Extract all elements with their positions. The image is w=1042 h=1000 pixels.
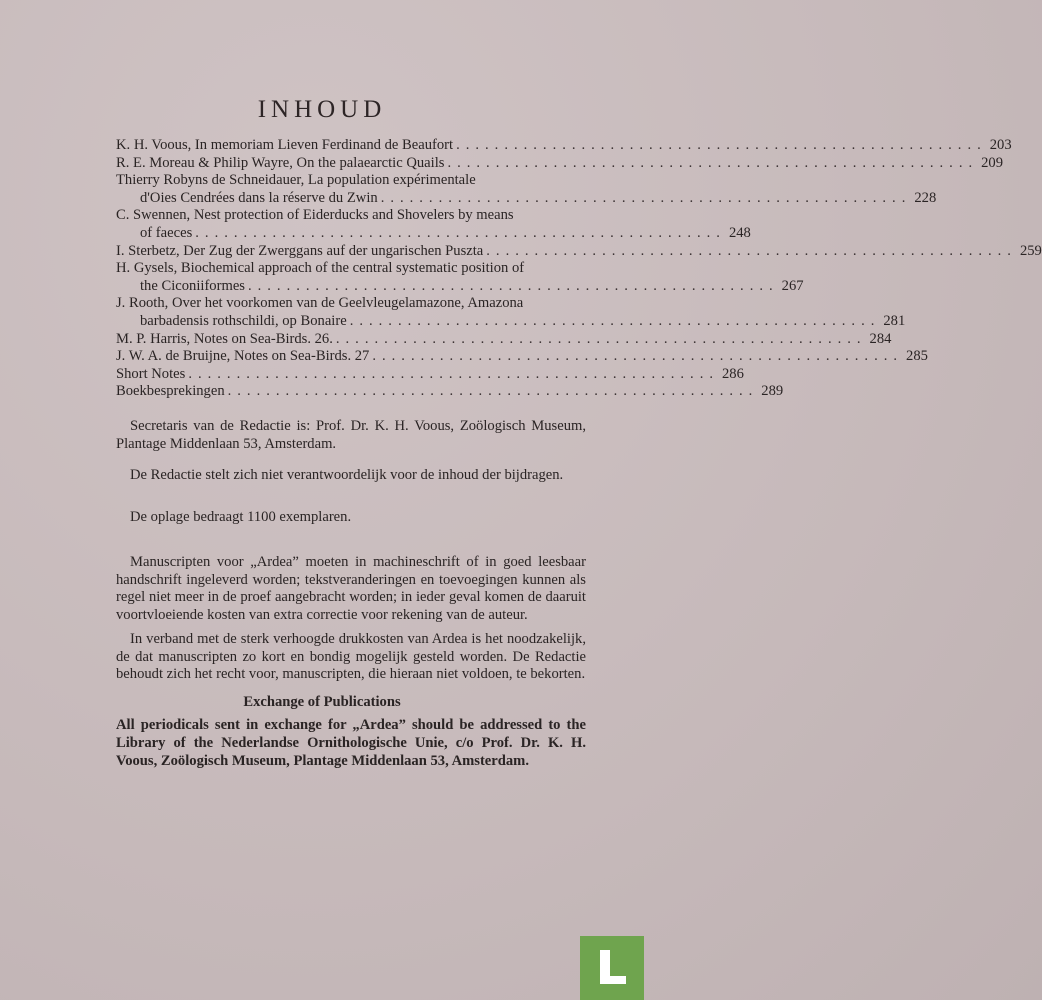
exchange-text: All periodicals sent in exchange for „Ardea” should be addressed to the Library of the Nederlandse Ornithologische Unie, c/o Prof. Dr. K. H. Voous, Zoölogisch Museum, Plantage Middenlaan 53, Amsterdam. [116, 717, 586, 769]
toc-page: 289 [761, 383, 784, 400]
dot-leader: ....................................................... [335, 330, 867, 347]
toc-line [116, 277, 804, 296]
dot-leader: ....................................................... [349, 312, 881, 329]
dot-leader: ....................................................... [380, 189, 912, 206]
toc-line [116, 365, 744, 384]
dot-leader: ....................................................... [456, 137, 987, 153]
toc-entry: R. E. Moreau & Philip Wayre, On the palaearctic Quails [116, 154, 445, 171]
toc-line [116, 348, 928, 366]
logo-letter-foot [600, 976, 626, 984]
toc-page: 281 [883, 312, 906, 329]
toc-entry: Thierry Robyns de Schneidauer, La population expérimentale [116, 172, 476, 189]
toc-line [116, 137, 1012, 155]
table-of-contents [116, 137, 1042, 401]
toc-page: 209 [981, 154, 1004, 171]
toc-line [116, 260, 586, 278]
page-title: INHOUD [257, 96, 387, 123]
costs-text: In verband met de sterk verhoogde drukkosten van Ardea is het noodzakelijk, de dat manuscripten zo kort en bondig mogelijk gesteld worden. De Redactie behoudt zich het recht voor, manuscripten, die hieraan niet voldoen, te bekorten. [116, 631, 586, 683]
manuscripts-text: Manuscripten voor „Ardea” moeten in machineschrift of in goed leesbaar handschrift ingeleverd worden; tekstveranderingen en toevoegingen kunnen als regel niet meer in de proef aangebracht worden; in ieder geval komen de daaruit voortvloeiende kosten van extra correctie voor rekening van de auteur. [116, 554, 586, 623]
toc-page: 248 [728, 224, 751, 241]
print-run-paragraph [116, 509, 586, 527]
dot-leader: ....................................................... [195, 224, 726, 241]
toc-line [116, 330, 892, 349]
toc-entry: d'Oies Cendrées dans la réserve du Zwin [140, 189, 378, 206]
toc-line [116, 312, 906, 331]
dot-leader: ....................................................... [227, 383, 759, 400]
toc-entry: Short Notes [116, 365, 186, 382]
publisher-logo [580, 936, 644, 1000]
costs-paragraph [116, 631, 586, 684]
toc-line [116, 207, 586, 225]
toc-page: 285 [906, 348, 928, 365]
secretary-paragraph [116, 418, 586, 453]
toc-entry: J. Rooth, Over het voorkomen van de Geelvleugelamazone, Amazona [116, 295, 524, 312]
secretary-text: Secretaris van de Redactie is: Prof. Dr. K. H. Voous, Zoölogisch Museum, Plantage Middenlaan 53, Amsterdam. [116, 418, 586, 452]
print-run-text: De oplage bedraagt 1100 exemplaren. [130, 509, 352, 525]
toc-page: 203 [989, 137, 1012, 153]
dot-leader: ....................................................... [447, 154, 979, 171]
dot-leader: ....................................................... [247, 277, 779, 294]
toc-entry: of faeces [140, 224, 193, 241]
toc-entry: M. P. Harris, Notes on Sea-Birds. 26. [116, 330, 333, 347]
toc-page: 267 [781, 277, 804, 294]
toc-line [116, 383, 784, 401]
exchange-heading: Exchange of Publications [243, 694, 401, 710]
toc-page: 286 [722, 365, 744, 382]
toc-entry: Boekbesprekingen [116, 383, 225, 400]
toc-line [116, 154, 1004, 173]
toc-entry: K. H. Voous, In memoriam Lieven Ferdinand de Beaufort [116, 137, 454, 153]
dot-leader: ....................................................... [372, 348, 904, 365]
toc-entry: barbadensis rothschildi, op Bonaire [140, 312, 347, 329]
toc-page: 228 [914, 189, 937, 206]
toc-entry: C. Swennen, Nest protection of Eiderducks and Shovelers by means [116, 207, 514, 224]
toc-line [116, 242, 1042, 261]
disclaimer-paragraph [116, 467, 586, 485]
toc-line [116, 189, 937, 208]
toc-page: 284 [869, 330, 892, 347]
manuscripts-paragraph [116, 554, 586, 624]
toc-entry: I. Sterbetz, Der Zug der Zwerggans auf der ungarischen Puszta [116, 242, 484, 259]
dot-leader: ....................................................... [486, 242, 1017, 259]
toc-entry: the Ciconiiformes [140, 277, 245, 294]
toc-entry: H. Gysels, Biochemical approach of the central systematic position of [116, 260, 525, 277]
toc-line [116, 224, 751, 243]
disclaimer-text: De Redactie stelt zich niet verantwoordelijk voor de inhoud der bijdragen. [130, 467, 564, 483]
toc-page: 259 [1019, 242, 1042, 259]
toc-entry: J. W. A. de Bruijne, Notes on Sea-Birds. 27 [116, 348, 370, 365]
dot-leader: ....................................................... [188, 365, 719, 382]
toc-line [116, 295, 586, 313]
toc-line [116, 172, 586, 190]
